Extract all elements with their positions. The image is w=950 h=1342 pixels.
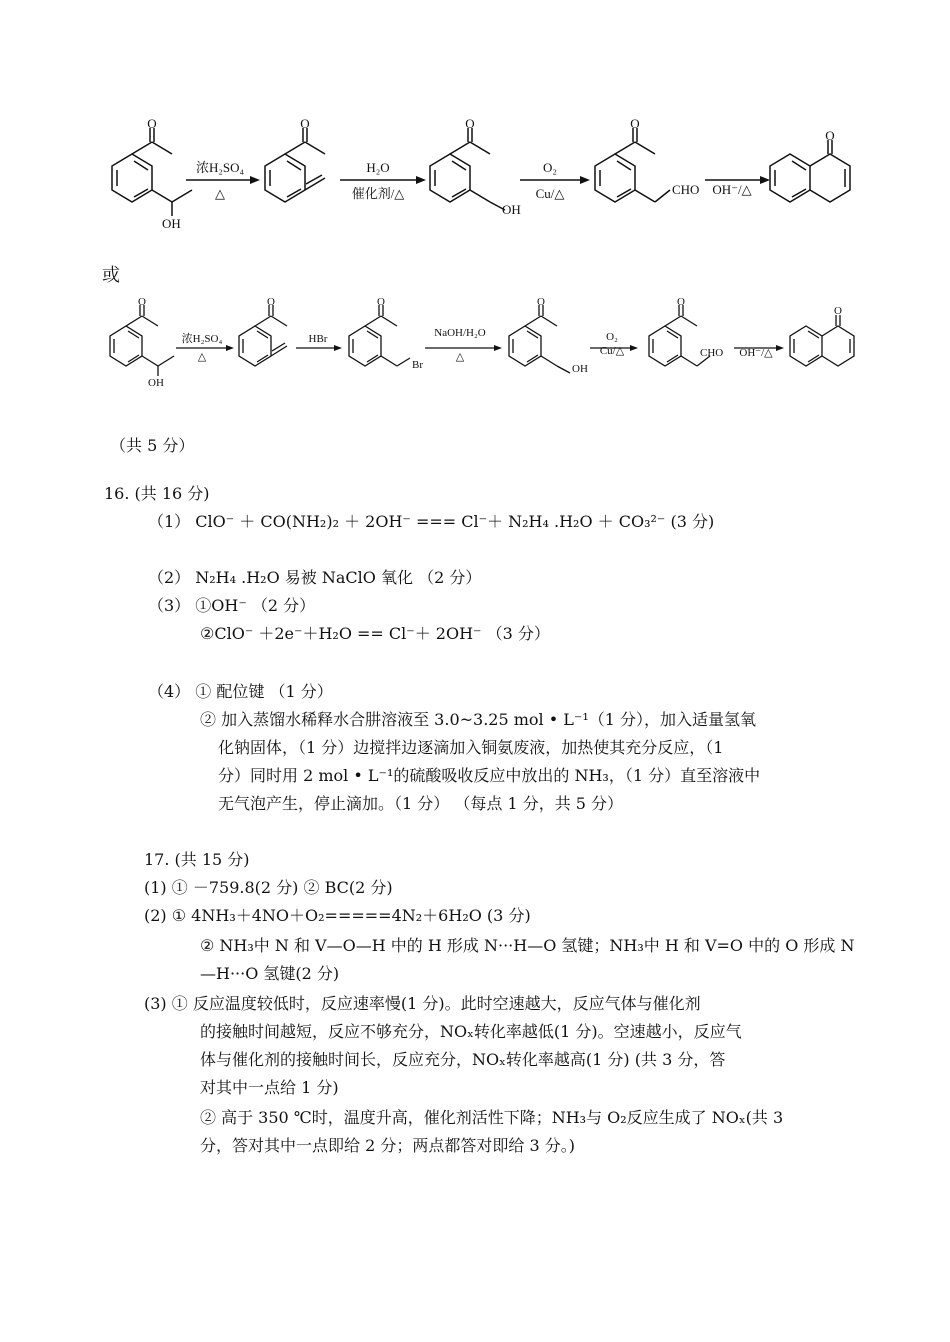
svg-text:OH⁻/△: OH⁻/△ <box>739 347 773 359</box>
molecule-5 <box>770 140 850 202</box>
arrow-1-bottom: △ <box>215 186 225 201</box>
svg-text:O: O <box>267 296 275 308</box>
arrow-2-bottom: 催化剂/△ <box>351 186 405 201</box>
molecule-4 <box>595 128 670 202</box>
molecule-2 <box>265 128 325 202</box>
svg-text:△: △ <box>455 351 465 363</box>
reaction-scheme-2 <box>100 296 860 400</box>
molecule-2-6 <box>790 315 854 366</box>
svg-text:HBr: HBr <box>308 333 328 345</box>
q16-part4b-line4: 无气泡产生，停止滴加。（1 分） （每点 1 分，共 5 分） <box>218 794 624 813</box>
arrow-3-top: O₂ <box>543 160 557 175</box>
q16-part2: （2） N₂H₄ .H₂O 易被 NaClO 氧化 （2 分） <box>148 568 482 587</box>
svg-text:O: O <box>537 296 545 308</box>
cho-label: CHO <box>672 182 700 197</box>
svg-text:O: O <box>300 118 310 131</box>
svg-text:Br: Br <box>412 359 423 371</box>
svg-text:O: O <box>377 296 385 308</box>
svg-text:O: O <box>677 296 685 308</box>
svg-text:O: O <box>834 305 842 317</box>
molecule-2-3 <box>349 305 410 366</box>
svg-text:△: △ <box>197 351 207 363</box>
arrow-3-bottom: Cu/△ <box>535 186 565 201</box>
molecule-3 <box>430 128 505 210</box>
q17-part3b-line2: 分，答对其中一点即给 2 分；两点都答对即给 3 分。) <box>200 1136 575 1155</box>
q17-title: 17. (共 15 分) <box>144 850 250 869</box>
svg-text:浓H₂SO₄: 浓H₂SO₄ <box>181 333 223 345</box>
q16-part4a: （4） ① 配位键 （1 分） <box>148 682 333 701</box>
molecule-1 <box>112 128 192 216</box>
svg-text:CHO: CHO <box>700 347 724 359</box>
q17-part3a-line3: 体与催化剂的接触时间长，反应充分，NOₓ转化率越高(1 分) (共 3 分，答 <box>200 1050 726 1069</box>
molecule-2-4 <box>509 305 570 373</box>
molecule-2-2 <box>239 305 287 366</box>
svg-text:O: O <box>138 296 146 308</box>
q16-title: 16. (共 16 分) <box>104 484 210 503</box>
q17-part3a-line4: 对其中一点给 1 分) <box>200 1078 339 1097</box>
arrow-2-top: H₂O <box>366 160 390 175</box>
svg-text:OH: OH <box>148 377 164 389</box>
molecule-2-1 <box>110 305 174 376</box>
arrow-4-top: OH⁻/△ <box>712 182 752 197</box>
q17-part3a-line2: 的接触时间越短，反应不够充分，NOₓ转化率越低(1 分)。空速越小，反应气 <box>200 1022 742 1041</box>
scheme-1-diagram <box>100 118 860 238</box>
o-label: O <box>147 118 157 131</box>
q17-part2a: (2) ① 4NH₃＋4NO＋O₂=====4N₂＋6H₂O (3 分) <box>144 906 531 925</box>
arrow-1-top: 浓H₂SO₄ <box>195 160 245 175</box>
svg-text:O: O <box>630 118 640 131</box>
q16-part4b-line1: ② 加入蒸馏水稀释水合肼溶液至 3.0~3.25 mol • L⁻¹（1 分），加入适量氢氧 <box>200 710 757 729</box>
q17-part3a-line1: (3) ① 反应温度较低时，反应速率慢(1 分)。此时空速越大，反应气体与催化剂 <box>144 994 701 1013</box>
q16-part3a: （3） ①OH⁻ （2 分） <box>148 596 316 615</box>
svg-text:O: O <box>825 128 835 143</box>
oh-label: OH <box>162 216 181 231</box>
score-note: （共 5 分） <box>110 436 195 455</box>
q17-part2b-line2: —H···O 氢键(2 分) <box>200 964 340 983</box>
q17-part1: (1) ① －759.8(2 分) ② BC(2 分) <box>144 878 393 897</box>
q16-part4b-line3: 分）同时用 2 mol • L⁻¹的硫酸吸收反应中放出的 NH₃，（1 分）直至溶液中 <box>218 766 761 785</box>
svg-text:O₂: O₂ <box>606 331 618 343</box>
q16-part1: （1） ClO⁻ ＋ CO(NH₂)₂ ＋ 2OH⁻ === Cl⁻＋ N₂H₄ .H₂O ＋ CO₃²⁻ (3 分) <box>148 512 715 531</box>
svg-text:OH: OH <box>502 202 521 217</box>
q16-part4b-line2: 化钠固体，（1 分）边搅拌边逐滴加入铜氨废液，加热使其充分反应，（1 <box>218 738 724 757</box>
scheme-2-diagram <box>100 296 860 396</box>
or-label: 或 <box>102 265 120 286</box>
q17-part2b-line1: ② NH₃中 N 和 V—O—H 中的 H 形成 N···H—O 氢键；NH₃中 H 和 V=O 中的 O 形成 N <box>200 936 855 955</box>
q17-part3b-line1: ② 高于 350 ℃时，温度升高，催化剂活性下降；NH₃与 O₂反应生成了 NOₓ(共 3 <box>200 1108 784 1127</box>
svg-text:Cu/△: Cu/△ <box>599 345 625 357</box>
svg-text:NaOH/H₂O: NaOH/H₂O <box>434 327 486 339</box>
svg-text:O: O <box>465 118 475 131</box>
svg-text:OH: OH <box>572 363 588 375</box>
reaction-scheme-1 <box>100 118 860 242</box>
q16-part3b: ②ClO⁻ ＋2e⁻＋H₂O == Cl⁻＋ 2OH⁻ （3 分） <box>200 624 550 643</box>
